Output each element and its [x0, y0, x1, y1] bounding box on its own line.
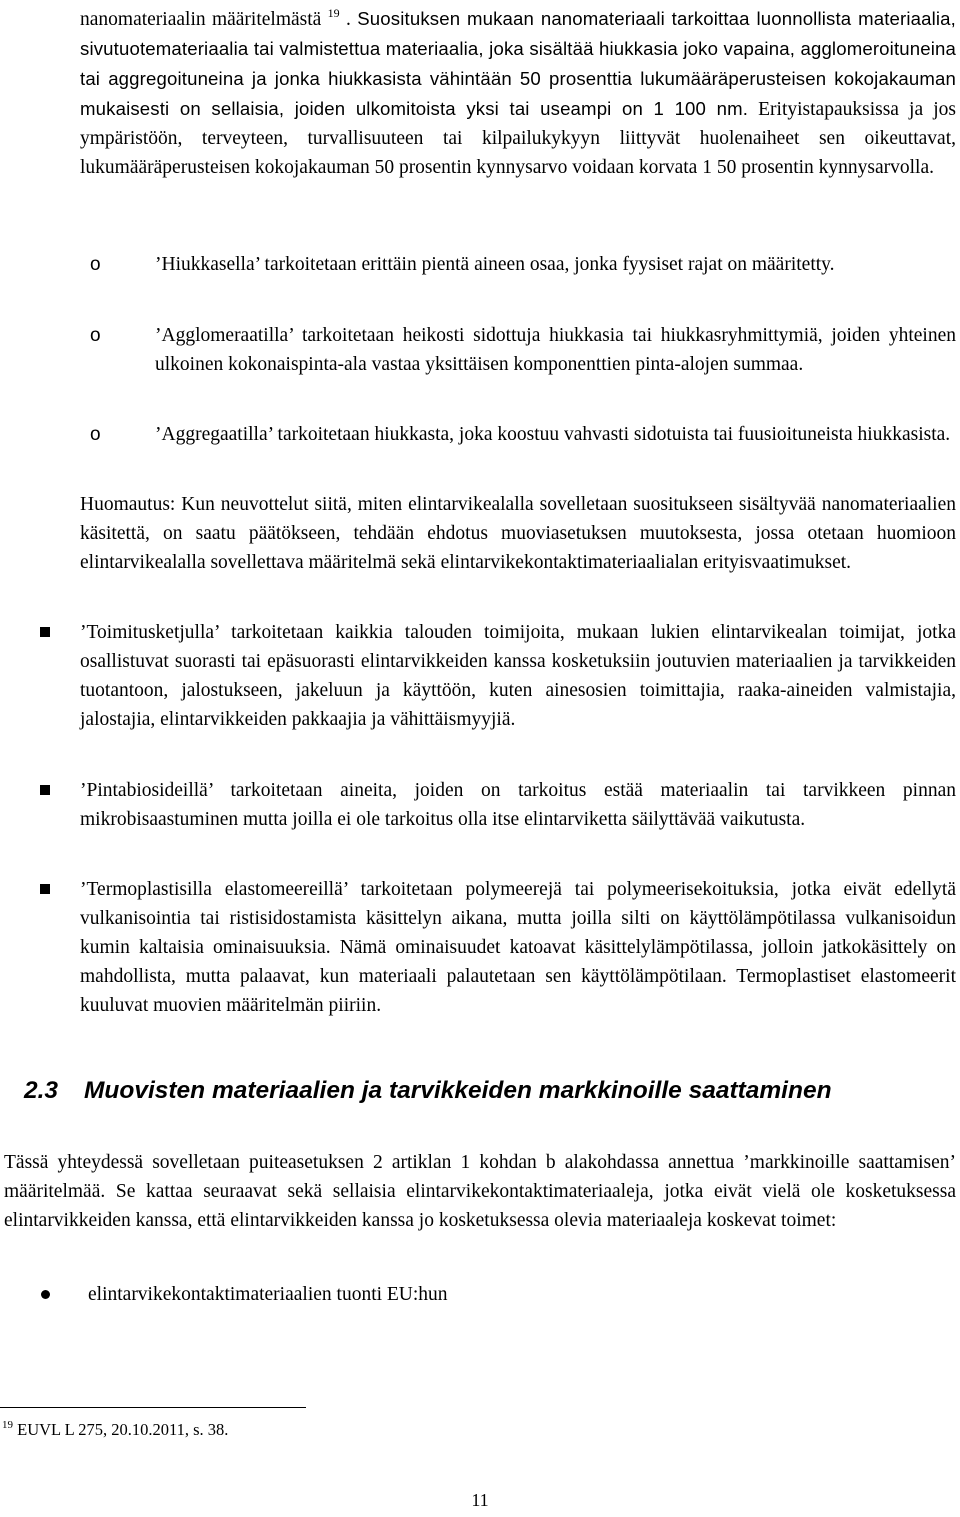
sub-list-text: ’Aggregaatilla’ tarkoitetaan hiukkasta, joka koostuu vahvasti sidotuista tai fuusioituneista hiukkasista.	[155, 424, 951, 445]
section-number: 2.3	[24, 1077, 59, 1104]
section-title: Muovisten materiaalien ja tarvikkeiden markkinoille saattaminen	[84, 1077, 832, 1104]
square-bullet-icon	[40, 884, 50, 894]
footnote-text: EUVL L 275, 20.10.2011, s. 38.	[13, 1420, 229, 1439]
footnote-divider	[0, 1407, 306, 1408]
footnote-number: 19	[2, 1419, 13, 1431]
list-marker: o	[90, 254, 101, 275]
square-bullet-icon	[40, 785, 50, 795]
definition-text: ’Pintabiosideillä’ tarkoitetaan aineita, joiden on tarkoitus estää materiaalin tai tarvikkeen pinnan mikrobisaastuminen mutta joilla ei ole tarkoitus olla itse elintarviketta säilyttävää vaikutusta.	[80, 780, 956, 830]
sub-list-item-aggregate	[80, 420, 956, 449]
sub-list-item-agglomerate	[80, 321, 956, 379]
definition-text: ’Toimitusketjulla’ tarkoitetaan kaikkia talouden toimijoita, mukaan lukien elintarvikealan toimijat, jotka osallistuvat suorasti tai epäsuorasti elintarvikkeiden kanssa kosketuksiin joutuvien materiaalien ja tarvikkeiden tuotantoon, jalostukseen, jakeluun ja käyttöön, kuten ainesosien toimittajia, raaka-aineiden valmistajia, jalostajia, elintarvikkeiden pakkaajia ja vähittäismyyjiä.	[80, 622, 956, 730]
list-marker: o	[90, 424, 101, 445]
nanomaterial-definition: Suosituksen mukaan nanomateriaali tarkoittaa luonnollista materiaalia, sivutuotemateriaalia tai valmistettua materiaalia, joka sisältää hiukkasia joko vapaina, agglomeroituneina tai aggregoituneina ja jonka hiukkasista vähintään 50 prosenttia lukumääräperusteisen kokojakauman mukaisesti on sellaisia, joiden ulkomitoista yksi tai useampi on 1 100 nm.	[80, 8, 956, 119]
note-paragraph: Huomautus: Kun neuvottelut siitä, miten elintarvikealalla sovelletaan suositukseen sisältyvää nanomateriaalien käsitettä, on saatu päätökseen, tehdään ehdotus muoviasetuksen muutoksesta, jossa otetaan huomioon elintarvikealalla sovellettava määritelmä sekä elintarvikekontaktimateriaalialan erityisvaatimukset.	[80, 494, 956, 573]
definition-item-supply-chain	[0, 618, 956, 734]
intro-exception-text: Erityistapauksissa ja jos ympäristöön, terveyteen, turvallisuuteen tai kilpailukykyyn liittyvät huolenaiheet sen oikeuttavat, lukumääräperusteisen kokojakauman 50 prosentin kynnysarvo voidaan korvata 1 50 prosentin kynnysarvolla.	[80, 99, 956, 178]
section-heading	[4, 1074, 904, 1108]
definition-item-thermoplastic-elastomers	[0, 875, 956, 1020]
bullet-text: elintarvikekontaktimateriaalien tuonti EU:hun	[88, 1284, 448, 1305]
list-item	[0, 1280, 956, 1309]
definition-text: ’Termoplastisilla elastomeereillä’ tarkoitetaan polymeerejä tai polymeerisekoituksia, jotka eivät edellytä vulkanisointia tai ristisidostamista käsittelyn aikana, mutta joilla silti on käyttölämpötilassa vulkanisoidun kumin kaltaisia ominaisuuksia. Nämä ominaisuudet katoavat käsittelylämpötilassa, jolloin jatkokäsittely on mahdollista, mutta palaavat, kun materiaali palautetaan sen käyttölämpötilaan. Termoplastiset elastomeerit kuuluvat muovien määritelmän piiriin.	[80, 879, 956, 1016]
intro-part1: nanomateriaalin määritelmästä	[80, 9, 328, 30]
definition-item-surface-biocides	[0, 776, 956, 834]
sub-list-item-particle	[80, 250, 956, 279]
list-marker: o	[90, 325, 101, 346]
intro-paragraph	[80, 4, 956, 182]
intro-part2: .	[339, 9, 358, 30]
sub-list-text: ’Hiukkasella’ tarkoitetaan erittäin pientä aineen osaa, jonka fyysiset rajat on määritetty.	[155, 254, 835, 275]
bullet-icon	[41, 1290, 50, 1299]
square-bullet-icon	[40, 627, 50, 637]
page-number: 11	[471, 1490, 489, 1510]
footnote-reference[interactable]: 19	[327, 6, 340, 20]
section-body: Tässä yhteydessä sovelletaan puiteasetuksen 2 artiklan 1 kohdan b alakohdassa annettua ’markkinoille saattamisen’ määritelmää. Se kattaa seuraavat sekä sellaisia elintarvikekontaktimateriaaleja, jotka eivät vielä ole kosketuksessa elintarvikkeiden kanssa, että elintarvikkeiden kanssa jo kosketuksessa olevia materiaaleja koskevat toimet:	[4, 1152, 956, 1231]
sub-list-text: ’Agglomeraatilla’ tarkoitetaan heikosti sidottuja hiukkasia tai hiukkasryhmittymiä, joiden yhteinen ulkoinen kokonaispinta-ala vastaa yksittäisen komponenttien pinta-alojen summaa.	[155, 325, 956, 375]
footnote	[2, 1418, 228, 1442]
